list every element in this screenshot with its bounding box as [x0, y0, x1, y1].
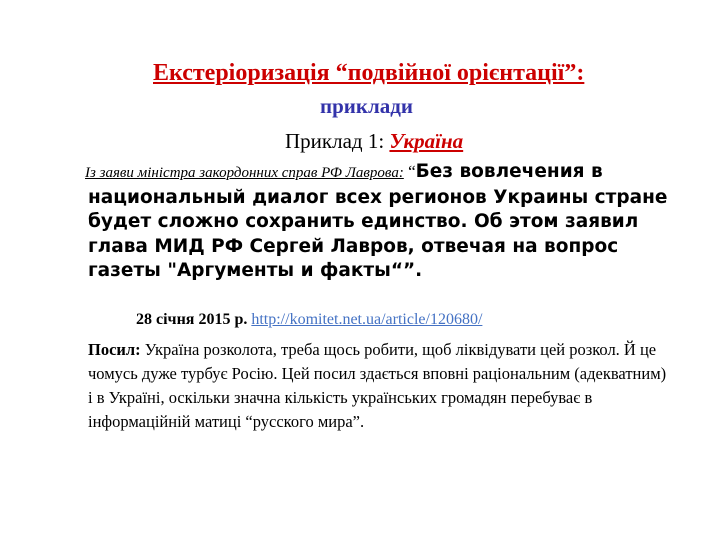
- source-link[interactable]: http://komitet.net.ua/article/120680/: [251, 311, 483, 328]
- source-line: [136, 311, 482, 329]
- source-date: 28 січня 2015 р.: [136, 311, 248, 328]
- slide-subtitle: приклади: [320, 94, 413, 118]
- message-paragraph: [88, 338, 668, 434]
- quote-block: [85, 160, 678, 284]
- example-heading: [285, 129, 463, 154]
- quote-text: Без вовлечения в национальный диалог всех регионов Украины стране будет сложно сохранить единство. Об этом заявил глава МИД РФ Сергей Лавров, отвечая на вопрос газеты "Аргументы и факты“”.: [88, 161, 668, 281]
- example-prefix: Приклад 1:: [285, 129, 390, 153]
- example-country: Україна: [389, 129, 464, 153]
- message-text: Україна розколота, треба щось робити, щоб ліквідувати цей розкол. Й це чомусь дуже турбує Росію. Цей посил здається вповні раціональним (адекватним) і в Україні, оскільки значна кількість українських громадян перебуває в інформаційній матиці “русского мира”.: [88, 340, 667, 431]
- quote-intro: Із заяви міністра закордонних справ РФ Лаврова:: [85, 165, 404, 181]
- quote-open-mark: “: [403, 162, 416, 181]
- message-label: Посил:: [88, 340, 141, 359]
- slide-title: Екстеріоризація “подвійної орієнтації”:: [153, 60, 585, 86]
